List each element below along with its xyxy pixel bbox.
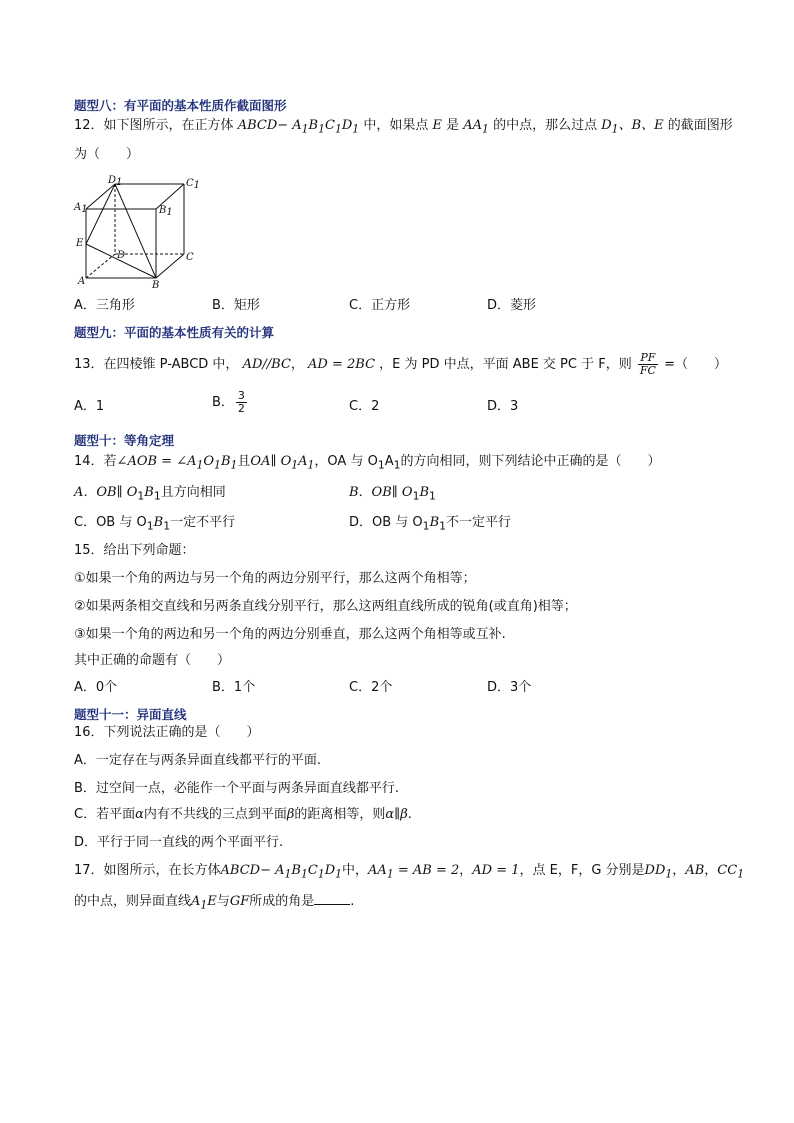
q12-text-a: 12．如下图所示，在正方体 xyxy=(74,118,234,133)
q13-text-b: ，E 为 PD 中点，平面 ABE 交 PC 于 F，则 xyxy=(379,357,632,372)
label-B1: B1 xyxy=(159,205,173,218)
q17-cc1: $CC_1$ xyxy=(717,863,745,881)
q12-text-d: 的中点，那么过点 xyxy=(493,118,598,133)
q13-option-b: B． $\frac{3}{2}$ xyxy=(212,389,245,415)
q15-option-d: D．3个 xyxy=(487,680,532,695)
q13-option-d: D．3 xyxy=(487,399,519,414)
q13-parallel: AD//BC xyxy=(242,357,291,372)
q17-dd1: $DD_1$ xyxy=(644,863,673,881)
q16-option-a: A．一定存在与两条异面直线都平行的平面. xyxy=(74,753,322,768)
q12-text-b: 中，如果点 xyxy=(363,118,429,133)
q15-item-1: ①如果一个角的两边与另一个角的两边分别平行，那么这两个角相等； xyxy=(74,571,476,586)
question-12-line-2: 为（ ） xyxy=(74,147,140,162)
section-heading-11: 题型十一：异面直线 xyxy=(74,707,187,722)
label-D1: D1 xyxy=(108,175,123,188)
q14-parallel: OA∥ $O_1A_1$ xyxy=(250,454,315,472)
q14-option-b: B．OB∥ $O_1B_1$ xyxy=(349,485,436,503)
q15-option-c: C．2个 xyxy=(349,680,393,695)
q17-a1e: $A_1E$ xyxy=(191,894,217,912)
question-12-line-1 xyxy=(74,117,733,139)
q14-option-c: C．OB 与 $O_1B_1$一定不平行 xyxy=(74,515,236,533)
question-17-line-1: 17．如图所示，在长方体ABCD− $A_1B_1C_1D_1$中，$AA_1$ = AB = 2，AD = 1，点 E，F，G 分别是$DD_1$，AB，$CC_1$ xyxy=(74,863,745,881)
q14-option-a: A．OB∥ $O_1B_1$且方向相同 xyxy=(74,485,226,503)
q12-text-e: 的截面图形 xyxy=(667,118,733,133)
q12-text-c: 是 xyxy=(446,118,460,133)
q12-points: $D_1$、B、E xyxy=(601,118,664,136)
q17-ab: AB xyxy=(685,863,705,878)
q15-item-3: ③如果一个角的两边和另一个角的两边分别垂直，那么这两个角相等或互补. xyxy=(74,627,506,642)
q15-option-b: B．1个 xyxy=(212,680,256,695)
q17-answer-blank[interactable] xyxy=(314,892,350,905)
q17-eq1: $AA_1$ = AB = 2 xyxy=(368,863,460,881)
q14-angle-eq: ∠AOB = $\angle A_1O_1B_1$ xyxy=(116,454,238,472)
cube-figure xyxy=(70,172,200,290)
q12-option-a: A．三角形 xyxy=(74,298,135,313)
q13-option-a: A．1 xyxy=(74,399,105,414)
section-heading-8: 题型八：有平面的基本性质作截面图形 xyxy=(74,98,287,113)
question-17-line-2: 的中点，则异面直线$A_1E$与GF所成的角是 . xyxy=(74,894,355,912)
question-15-title: 15．给出下列命题： xyxy=(74,543,195,558)
q12-segment-aa1: $AA_1$ xyxy=(463,118,489,136)
q15-item-2: ②如果两条相交直线和另两条直线分别平行，那么这两组直线所成的锐角(或直角)相等； xyxy=(74,599,577,614)
q17-eq2: AD = 1 xyxy=(472,863,520,878)
label-E: E xyxy=(76,238,84,249)
q12-cube-name: ABCD− $A_1B_1C_1D_1$ xyxy=(237,118,360,136)
question-16-title: 16．下列说法正确的是（ ） xyxy=(74,725,260,740)
q15-option-a: A．0个 xyxy=(74,680,118,695)
q14-option-d: D．OB 与 $O_1B_1$不一定平行 xyxy=(349,515,512,533)
label-A: A xyxy=(78,276,86,287)
label-B: B xyxy=(152,280,160,290)
q15-ask: 其中正确的命题有（ ） xyxy=(74,653,231,668)
question-13-line-1: 13．在四棱锥 P-ABCD 中， AD//BC， AD = 2BC ，E 为 PD 中点，平面 ABE 交 PC 于 F，则 $\frac{PF}{FC}$ =（ ） xyxy=(74,351,727,377)
q13-text-c: =（ ） xyxy=(664,357,727,372)
q13-option-b-fraction: $\frac{3}{2}$ xyxy=(237,389,245,415)
label-D: D xyxy=(117,250,126,261)
q17-gf: GF xyxy=(229,894,250,909)
q13-fraction: $\frac{PF}{FC}$ xyxy=(639,351,656,377)
q12-option-b: B．矩形 xyxy=(212,298,260,313)
q13-text-a: 13．在四棱锥 P-ABCD 中， xyxy=(74,357,239,372)
section-heading-9: 题型九：平面的基本性质有关的计算 xyxy=(74,325,275,340)
section-heading-10: 题型十：等角定理 xyxy=(74,433,175,448)
q17-cuboid-name: ABCD− $A_1B_1C_1D_1$ xyxy=(220,863,343,881)
label-A1: A1 xyxy=(74,202,88,215)
q12-option-d: D．菱形 xyxy=(487,298,537,313)
q16-option-b: B．过空间一点，必能作一个平面与两条异面直线都平行. xyxy=(74,781,400,796)
label-C1: C1 xyxy=(186,178,200,191)
label-C: C xyxy=(186,252,194,263)
question-14-line-1: 14．若∠AOB = $\angle A_1O_1B_1$且OA∥ $O_1A_1$，OA 与 $O_1A_1$的方向相同，则下列结论中正确的是（ ） xyxy=(74,454,661,472)
q16-option-c: C．若平面α内有不共线的三点到平面β的距离相等，则α∥β. xyxy=(74,807,412,822)
q13-option-c: C．2 xyxy=(349,399,380,414)
q12-option-c: C．正方形 xyxy=(349,298,411,313)
q13-equation: AD = 2BC xyxy=(308,357,376,372)
q12-point-e: E xyxy=(432,118,442,133)
q16-option-d: D．平行于同一直线的两个平面平行. xyxy=(74,835,284,850)
